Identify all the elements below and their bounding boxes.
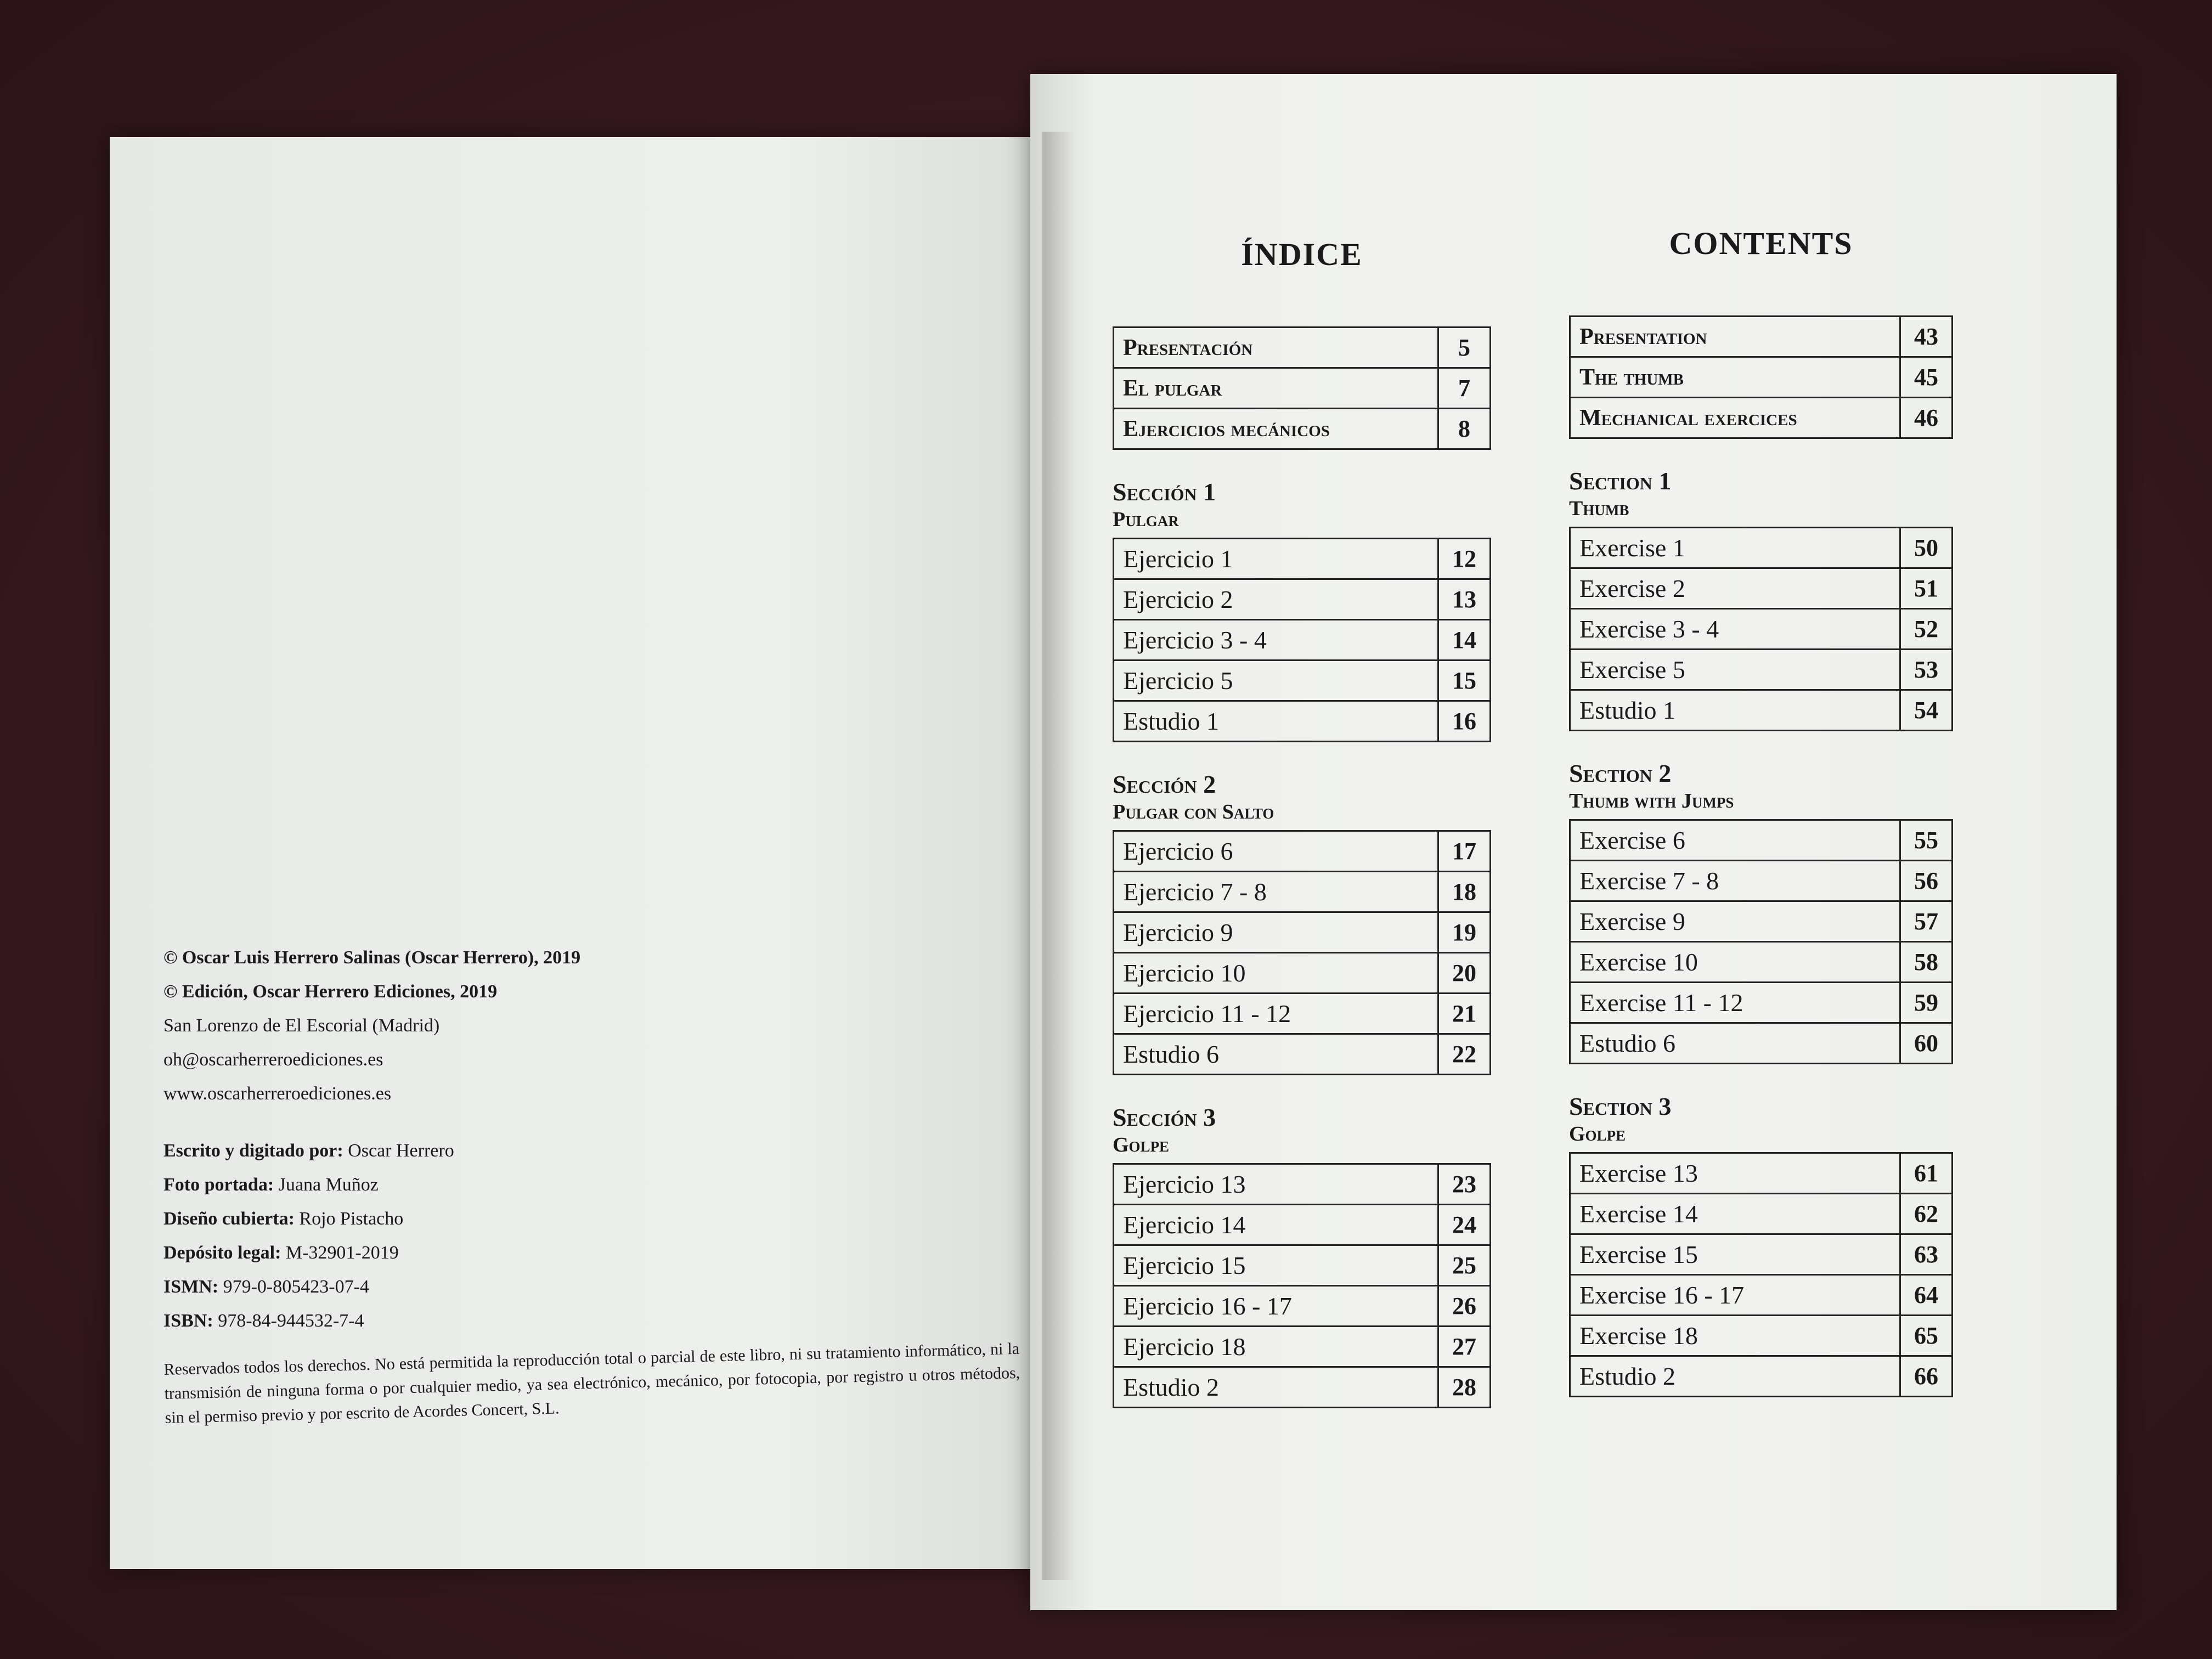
toc-entry-label: Ejercicio 15	[1114, 1245, 1438, 1286]
details-line	[163, 1134, 1036, 1168]
toc-page-number: 18	[1438, 872, 1491, 912]
toc-page-number: 13	[1438, 579, 1491, 620]
credits-line	[163, 941, 1036, 975]
toc-page-number: 21	[1438, 994, 1491, 1034]
rights-notice: Reservados todos los derechos. No está permitida la reproducción total o parcial de este libro, ni su tratamiento informático, ni la transmisión de ninguna forma o por cualquier medio, ya sea electrónico, mecánico, por fotocopia, por registro u otros métodos, sin el permiso previo y por escrito de Acordes Concert, S.L.	[163, 1339, 1020, 1427]
toc-page-number: 51	[1900, 568, 1953, 609]
toc-entry-label: Ejercicios mecánicos	[1114, 409, 1438, 449]
toc-row[interactable]	[1114, 579, 1491, 620]
toc-entry-label: Exercise 6	[1570, 820, 1900, 861]
toc-page-number: 8	[1438, 409, 1491, 449]
toc-row[interactable]	[1114, 953, 1491, 994]
details-value: 978-84-944532-7-4	[213, 1311, 364, 1331]
section-heading	[1113, 1103, 1491, 1158]
section-table	[1569, 527, 1953, 731]
toc-row[interactable]	[1570, 1316, 1953, 1356]
book-gutter	[1042, 132, 1075, 1580]
toc-entry-label: Exercise 7 - 8	[1570, 861, 1900, 901]
toc-entry-label: Presentación	[1114, 328, 1438, 368]
toc-row[interactable]	[1114, 539, 1491, 579]
toc-entry-label: Ejercicio 6	[1114, 831, 1438, 872]
toc-page-number: 25	[1438, 1245, 1491, 1286]
toc-row[interactable]	[1114, 1245, 1491, 1286]
toc-page-number: 19	[1438, 912, 1491, 953]
toc-page-number: 15	[1438, 661, 1491, 701]
toc-row[interactable]	[1570, 820, 1953, 861]
details-line	[163, 1270, 1036, 1304]
details-label: ISMN:	[163, 1277, 219, 1297]
toc-row[interactable]	[1570, 861, 1953, 901]
toc-entry-label: Ejercicio 11 - 12	[1114, 994, 1438, 1034]
colophon	[163, 941, 1036, 1430]
toc-entry-label: Ejercicio 18	[1114, 1327, 1438, 1367]
details-value: Rojo Pistacho	[294, 1209, 404, 1229]
toc-entry-label: Estudio 2	[1114, 1367, 1438, 1408]
toc-page-number: 65	[1900, 1316, 1953, 1356]
toc-page-number: 55	[1900, 820, 1953, 861]
toc-row[interactable]	[1114, 1205, 1491, 1245]
section-heading	[1569, 759, 1953, 814]
toc-row[interactable]	[1570, 1153, 1953, 1194]
toc-page-number: 27	[1438, 1327, 1491, 1367]
section-name: Sección 3	[1113, 1103, 1216, 1131]
toc-entry-label: Ejercicio 14	[1114, 1205, 1438, 1245]
toc-entry-label: Ejercicio 1	[1114, 539, 1438, 579]
toc-entry-label: The thumb	[1570, 357, 1900, 398]
details-value: Oscar Herrero	[343, 1141, 454, 1161]
toc-page-number: 22	[1438, 1034, 1491, 1075]
toc-entry-label: Exercise 13	[1570, 1153, 1900, 1194]
section-table	[1569, 1152, 1953, 1397]
details-line	[163, 1168, 1036, 1202]
toc-entry-label: Exercise 18	[1570, 1316, 1900, 1356]
toc-row[interactable]	[1570, 1023, 1953, 1064]
contents-title: CONTENTS	[1669, 225, 1853, 261]
index-column-spanish	[1113, 236, 1491, 1436]
toc-page-number: 52	[1900, 609, 1953, 650]
section-name: Section 1	[1569, 467, 1672, 495]
toc-entry-label: Ejercicio 9	[1114, 912, 1438, 953]
toc-entry-label: Exercise 9	[1570, 901, 1900, 942]
toc-entry-label: Exercise 16 - 17	[1570, 1275, 1900, 1316]
toc-entry-label: Exercise 11 - 12	[1570, 983, 1900, 1023]
section-heading	[1569, 466, 1953, 521]
section-table	[1569, 819, 1953, 1064]
details-value: M-32901-2019	[281, 1243, 399, 1263]
toc-entry-label: Exercise 1	[1570, 528, 1900, 568]
credits-line	[163, 1077, 1036, 1111]
details-label: Depósito legal:	[163, 1243, 281, 1263]
toc-row[interactable]	[1114, 1327, 1491, 1367]
section-subtitle: Golpe	[1113, 1133, 1170, 1156]
toc-page-number: 46	[1900, 398, 1953, 438]
toc-row[interactable]	[1114, 328, 1491, 368]
toc-row[interactable]	[1114, 1034, 1491, 1075]
toc-entry-label: Exercise 5	[1570, 650, 1900, 690]
toc-entry-label: Estudio 1	[1570, 690, 1900, 731]
toc-row[interactable]	[1114, 1164, 1491, 1205]
credits-value: www.oscarherreroediciones.es	[163, 1084, 392, 1104]
toc-entry-label: Ejercicio 13	[1114, 1164, 1438, 1205]
toc-entry-label: Estudio 1	[1114, 701, 1438, 742]
credits-label: © Edición, Oscar Herrero Ediciones, 2019	[163, 981, 498, 1002]
toc-row[interactable]	[1570, 528, 1953, 568]
section-subtitle: Golpe	[1569, 1122, 1626, 1146]
toc-page-number: 26	[1438, 1286, 1491, 1327]
toc-page-number: 45	[1900, 357, 1953, 398]
toc-row[interactable]	[1570, 650, 1953, 690]
toc-row[interactable]	[1570, 1275, 1953, 1316]
toc-entry-label: Estudio 6	[1114, 1034, 1438, 1075]
toc-row[interactable]	[1114, 872, 1491, 912]
section-heading	[1113, 477, 1491, 532]
toc-page-number: 60	[1900, 1023, 1953, 1064]
contents-column-english	[1569, 225, 1953, 1425]
toc-page-number: 66	[1900, 1356, 1953, 1397]
section-name: Section 2	[1569, 759, 1672, 787]
toc-entry-label: Estudio 6	[1570, 1023, 1900, 1064]
toc-entry-label: Exercise 2	[1570, 568, 1900, 609]
toc-entry-label: El pulgar	[1114, 368, 1438, 409]
credits-line	[163, 1009, 1036, 1043]
credits-value: oh@oscarherreroediciones.es	[163, 1049, 383, 1070]
toc-row[interactable]	[1114, 1367, 1491, 1408]
toc-row[interactable]	[1114, 831, 1491, 872]
toc-page-number: 64	[1900, 1275, 1953, 1316]
toc-page-number: 62	[1900, 1194, 1953, 1234]
toc-page-number: 50	[1900, 528, 1953, 568]
toc-page-number: 63	[1900, 1234, 1953, 1275]
details-line	[163, 1236, 1036, 1270]
toc-page-number: 53	[1900, 650, 1953, 690]
toc-entry-label: Presentation	[1570, 317, 1900, 357]
details-value: 979-0-805423-07-4	[218, 1277, 369, 1297]
toc-page-number: 7	[1438, 368, 1491, 409]
credits-value: San Lorenzo de El Escorial (Madrid)	[163, 1015, 440, 1036]
details-line	[163, 1304, 1036, 1338]
toc-row[interactable]	[1570, 690, 1953, 731]
toc-entry-label: Ejercicio 2	[1114, 579, 1438, 620]
section-name: Section 3	[1569, 1092, 1672, 1120]
section-subtitle: Pulgar	[1113, 508, 1179, 531]
toc-page-number: 23	[1438, 1164, 1491, 1205]
toc-entry-label: Exercise 15	[1570, 1234, 1900, 1275]
section-subtitle: Thumb	[1569, 497, 1629, 520]
toc-row[interactable]	[1570, 1194, 1953, 1234]
details-label: Diseño cubierta:	[163, 1209, 295, 1229]
toc-page-number: 28	[1438, 1367, 1491, 1408]
details-label: Escrito y digitado por:	[163, 1141, 343, 1161]
toc-entry-label: Ejercicio 5	[1114, 661, 1438, 701]
toc-row[interactable]	[1570, 398, 1953, 438]
toc-entry-label: Ejercicio 16 - 17	[1114, 1286, 1438, 1327]
toc-page-number: 57	[1900, 901, 1953, 942]
toc-row[interactable]	[1114, 1286, 1491, 1327]
index-title: ÍNDICE	[1241, 236, 1363, 272]
section-name: Sección 1	[1113, 478, 1216, 506]
toc-row[interactable]	[1570, 609, 1953, 650]
toc-page-number: 14	[1438, 620, 1491, 661]
toc-page-number: 61	[1900, 1153, 1953, 1194]
toc-entry-label: Mechanical exercices	[1570, 398, 1900, 438]
details-value: Juana Muñoz	[274, 1175, 379, 1195]
toc-row[interactable]	[1570, 942, 1953, 983]
section-subtitle: Pulgar con Salto	[1113, 800, 1274, 823]
toc-entry-label: Ejercicio 3 - 4	[1114, 620, 1438, 661]
toc-row[interactable]	[1570, 1356, 1953, 1397]
toc-row[interactable]	[1570, 901, 1953, 942]
section-heading	[1113, 770, 1491, 825]
details-label: ISBN:	[163, 1311, 213, 1331]
credits-line	[163, 975, 1036, 1009]
toc-page-number: 20	[1438, 953, 1491, 994]
toc-row[interactable]	[1570, 357, 1953, 398]
toc-row[interactable]	[1570, 568, 1953, 609]
details-label: Foto portada:	[163, 1175, 274, 1195]
toc-entry-label: Estudio 2	[1570, 1356, 1900, 1397]
section-table	[1113, 538, 1491, 742]
toc-entry-label: Ejercicio 7 - 8	[1114, 872, 1438, 912]
front-matter-table	[1113, 326, 1491, 450]
toc-row[interactable]	[1570, 983, 1953, 1023]
toc-row[interactable]	[1114, 620, 1491, 661]
toc-row[interactable]	[1570, 1234, 1953, 1275]
toc-row[interactable]	[1570, 317, 1953, 357]
credits-line	[163, 1043, 1036, 1077]
toc-page-number: 56	[1900, 861, 1953, 901]
section-table	[1113, 1163, 1491, 1408]
front-matter-table	[1569, 315, 1953, 439]
toc-row[interactable]	[1114, 912, 1491, 953]
toc-entry-label: Exercise 14	[1570, 1194, 1900, 1234]
details-block	[163, 1134, 1036, 1338]
toc-row[interactable]	[1114, 994, 1491, 1034]
section-name: Sección 2	[1113, 770, 1216, 798]
toc-page-number: 54	[1900, 690, 1953, 731]
toc-page-number: 24	[1438, 1205, 1491, 1245]
toc-page-number: 17	[1438, 831, 1491, 872]
toc-page-number: 59	[1900, 983, 1953, 1023]
toc-page-number: 58	[1900, 942, 1953, 983]
toc-entry-label: Exercise 3 - 4	[1570, 609, 1900, 650]
section-heading	[1569, 1092, 1953, 1147]
toc-row[interactable]	[1114, 661, 1491, 701]
toc-page-number: 16	[1438, 701, 1491, 742]
toc-entry-label: Exercise 10	[1570, 942, 1900, 983]
toc-row[interactable]	[1114, 409, 1491, 449]
credits-block	[163, 941, 1036, 1111]
toc-row[interactable]	[1114, 368, 1491, 409]
section-subtitle: Thumb with Jumps	[1569, 789, 1734, 812]
toc-row[interactable]	[1114, 701, 1491, 742]
section-table	[1113, 830, 1491, 1075]
toc-entry-label: Ejercicio 10	[1114, 953, 1438, 994]
details-line	[163, 1202, 1036, 1236]
toc-page-number: 43	[1900, 317, 1953, 357]
toc-page-number: 5	[1438, 328, 1491, 368]
toc-page-number: 12	[1438, 539, 1491, 579]
credits-label: © Oscar Luis Herrero Salinas (Oscar Herrero), 2019	[163, 947, 581, 968]
